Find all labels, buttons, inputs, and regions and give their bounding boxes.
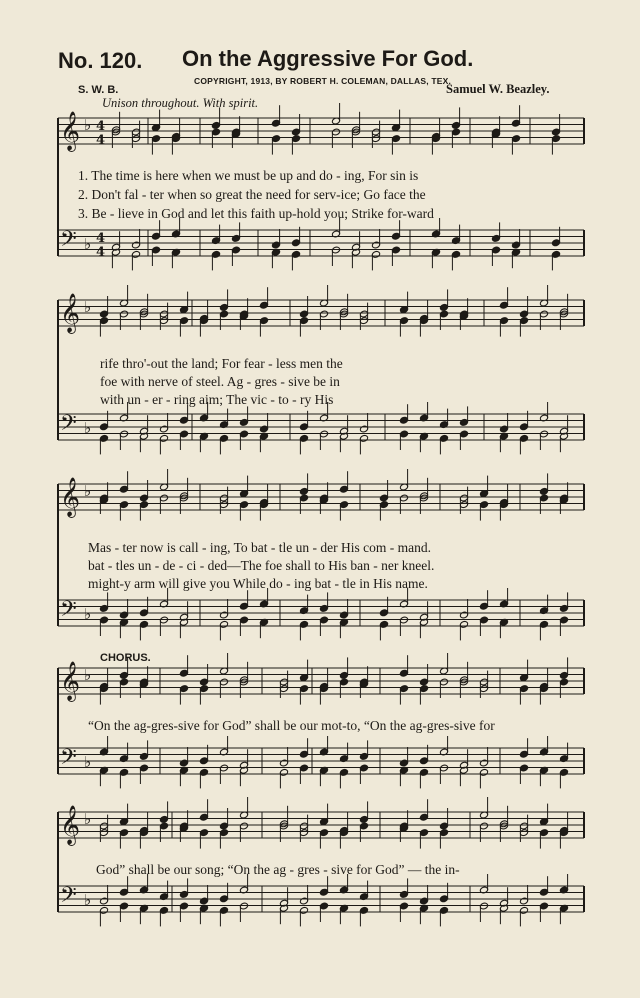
lyric-v3-l2: with un - er - ring aim; The vic - to - ry His <box>100 392 334 407</box>
time-signature: 4 <box>96 133 106 148</box>
chorus-label: CHORUS. <box>100 652 151 664</box>
hymn-number: No. 120. <box>58 48 143 73</box>
lyric-v1-l2: rife thro'-out the land; For fear - less men the <box>100 356 343 371</box>
lyric-chorus-l2: God” shall be our song; “On the ag - gres - sive for God” — the in- <box>96 862 460 877</box>
lyric-v3-l3: might-y arm will give you While do - ing bat - tle in His name. <box>88 576 428 591</box>
hymn-title: On the Aggressive For God. <box>182 46 474 71</box>
flat-key-icon: ♭ <box>84 666 92 684</box>
bass-clef-icon: 𝄢 <box>60 745 77 775</box>
treble-clef-icon: 𝄞 <box>60 661 81 701</box>
lyric-v2-l3: bat - tles un - de - ci - ded—The foe shall to His ban - ner kneel. <box>88 558 435 573</box>
flat-key-icon: ♭ <box>84 482 92 500</box>
flat-key-icon: ♭ <box>84 605 92 623</box>
bass-clef-icon: 𝄢 <box>60 227 77 257</box>
flat-key-icon: ♭ <box>84 298 92 316</box>
lyric-v1-l1: 1. The time is here when we must be up and do - ing, For sin is <box>78 168 419 183</box>
flat-key-icon: ♭ <box>84 891 92 909</box>
composer-name: Samuel W. Beazley. <box>446 82 550 96</box>
lyric-v2-l1: 2. Don't fal - ter when so great the need for serv-ice; Go face the <box>78 187 426 202</box>
lyric-v1-l3: Mas - ter now is call - ing, To bat - tle un - der His com - mand. <box>88 540 431 555</box>
author-initials: S. W. B. <box>78 84 119 96</box>
flat-key-icon: ♭ <box>84 753 92 771</box>
time-signature: 4 <box>96 231 106 246</box>
bass-clef-icon: 𝄢 <box>60 597 77 627</box>
flat-key-icon: ♭ <box>84 419 92 437</box>
lyric-chorus-l1: “On the ag-gres-sive for God” shall be our mot-to, “On the ag-gres-sive for <box>88 718 495 733</box>
flat-key-icon: ♭ <box>84 810 92 828</box>
time-signature: 4 <box>96 119 106 134</box>
bass-clef-icon: 𝄢 <box>60 411 77 441</box>
treble-clef-icon: 𝄞 <box>60 477 81 517</box>
bass-clef-icon: 𝄢 <box>60 883 77 913</box>
copyright-line: COPYRIGHT, 1913, BY ROBERT H. COLEMAN, DALLAS, TEX. <box>194 76 452 86</box>
flat-key-icon: ♭ <box>84 116 92 134</box>
flat-key-icon: ♭ <box>84 235 92 253</box>
time-signature: 4 <box>96 245 106 260</box>
lyric-v2-l2: foe with nerve of steel. Ag - gres - sive be in <box>100 374 340 389</box>
treble-clef-icon: 𝄞 <box>60 293 81 333</box>
tempo-marking: Unison throughout. With spirit. <box>102 96 259 110</box>
lyric-v3-l1: 3. Be - lieve in God and let this faith up-hold you; Strike for-ward <box>78 206 434 221</box>
treble-clef-icon: 𝄞 <box>60 805 81 845</box>
treble-clef-icon: 𝄞 <box>60 111 81 151</box>
